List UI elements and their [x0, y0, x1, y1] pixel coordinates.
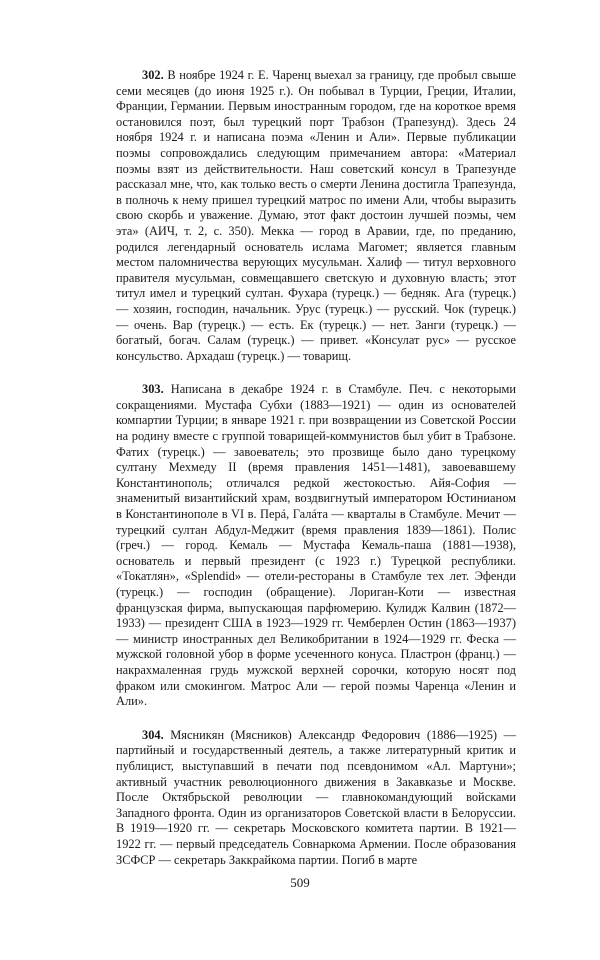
note-number: 304. — [142, 727, 164, 742]
note-number: 303. — [142, 382, 164, 397]
note-304 — [116, 728, 516, 868]
note-302 — [116, 68, 516, 364]
notes-column — [116, 68, 516, 886]
note-number: 302. — [142, 68, 164, 82]
note-303 — [116, 382, 516, 709]
note-text: В ноябре 1924 г. Е. Чаренц выехал за границу, где пробыл свыше семи месяцев (до июня 1925 г.). Он побывал в Турции, Греции, Италии, Франции, Германии. Первым иностранным городом, где на короткое время остановился поэт, был турецкий порт Трабзон (Трапезунд). Здесь 24 ноября 1924 г. и написана поэма «Ленин и Али». Первые публикации поэмы сопровождались следующим примечанием автора: «Материал поэмы взят из действительности. Наш советский консул в Трапезунде рассказал мне, что, как только весть о смерти Ленина достигла Трапезунда, в полночь к нему пришел турецкий матрос по имени Али, чтобы выразить свою скорбь и уважение. Думаю, этот факт достоин лучшей поэмы, чем эта» (АИЧ, т. 2, с. 350). Мекка — город в Аравии, где, по преданию, родился легендарный основатель ислама Магомет; является главным местом паломничества верующих мусульман. Халиф — титул верховного правителя мусульман, совмещавшего светскую и духовную власть; этот титул имел и турецкий султан. Фухара (турецк.) — бедняк. Ага (турецк.) — хозяин, господин, начальник. Урус (турецк.) — русский. Чок (турецк.) — очень. Вар (турецк.) — есть. Ек (турецк.) — нет. Занги (турецк.) — богатый, богач. Салам (турецк.) — привет. «Консулат рус» — русское консульство. Архадаш (турецк.) — товарищ. — [116, 68, 516, 363]
page-number: 509 — [290, 875, 310, 890]
note-text: Написана в декабре 1924 г. в Стамбуле. Печ. с некоторыми сокращениями. Мустафа Субхи (1883—1921) — один из основателей компартии Турции; в январе 1921 г. при возвращении из Советской России на родину вместе с группой товарищей-коммунистов был убит в Трабзоне. Фатих (турецк.) — завоеватель; это прозвище было дано турецкому султану Мехмеду II (время правления 1451—1481), завоевавшему Константинополь; отличался редкой жестокостью. Айя-София — знаменитый византийский храм, воздвигнутый императором Юстинианом в Константинополе в VI в. Перá, Галáта — кварталы в Стамбуле. Мечит — турецкий султан Абдул-Меджит (время правления 1839—1861). Полис (греч.) — город. Кемаль — Мустафа Кемаль-паша (1881—1938), основатель и первый президент (с 1923 г.) Турецкой республики. «Токатлян», «Splendid» — отели-рестораны в Стамбуле тех лет. Эфенди (турецк.) — господин (обращение). Лориган-Коти — известная французская фирма, выпускающая парфюмерию. Кулидж Калвин (1872—1933) — президент США в 1923—1929 гг. Чемберлен Остин (1863—1937) — министр иностранных дел Великобритании в 1924—1929 гг. Феска — мужской головной убор в форме усеченного конуса. Пластрон (франц.) — накрахмаленная грудь мужской верхней сорочки, которую носят под фраком или смокингом. Матрос Али — герой поэмы Чаренца «Ленин и Али». — [116, 382, 516, 709]
note-text: Мясникян (Мясников) Александр Федорович (1886—1925) — партийный и государственный деятель, а также литературный критик и публицист, выступавший в печати под псевдонимом «Ал. Мартуни»; активный участник революционного движения в Закавказье и Москве. После Октябрьской революции — главнокомандующий войсками Западного фронта. Один из организаторов Советской власти в Белоруссии. В 1919—1920 гг. — секретарь Московского комитета партии. В 1921—1922 гг. — первый председатель Совнаркома Армении. После образования ЗСФСР — секретарь Заккрайкома партии. Погиб в марте — [116, 727, 516, 867]
